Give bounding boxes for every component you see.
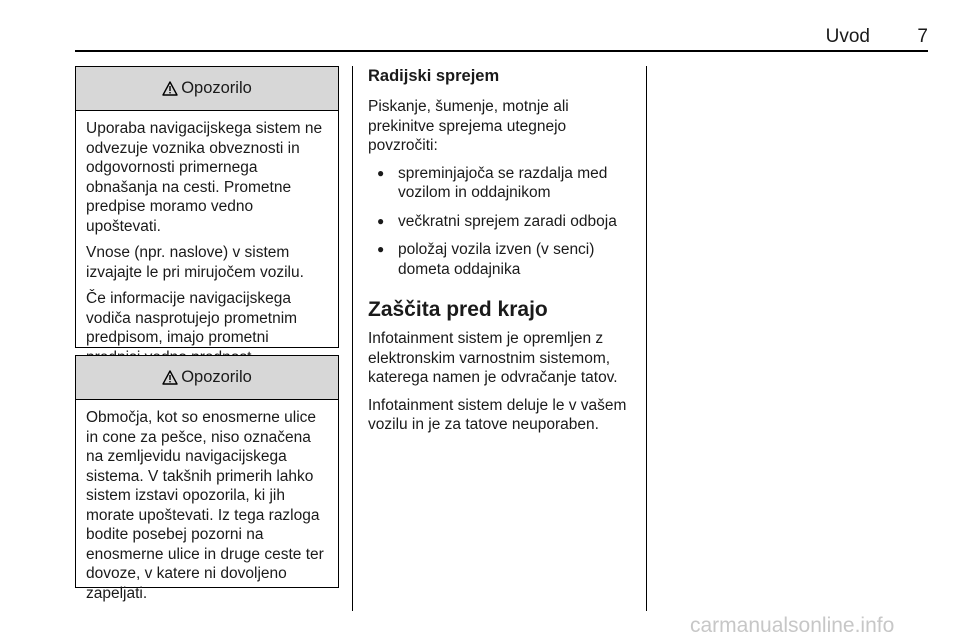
warning-header (76, 356, 338, 400)
warning-box-one-way-streets (75, 355, 339, 602)
theft-protection-paragraph: Infotainment sistem deluje le v vašem vozilu in je za tatove neuporaben. (368, 396, 627, 433)
warning-paragraph: Če informacije navigacijskega vodiča nasprotujejo prometnim predpisom, imajo prometni (86, 290, 298, 346)
list-item: ● položaj vozila izven (v senci) dometa oddajnika (368, 240, 640, 279)
warning-header (76, 67, 338, 111)
header-rule (75, 50, 928, 52)
list-item: ● večkratni sprejem zaradi odboja (368, 212, 640, 232)
warning-heading: Opozorilo (181, 79, 252, 97)
warning-box-navigation (75, 66, 339, 348)
column-divider-right (646, 66, 647, 611)
warning-body (76, 111, 338, 378)
radio-reception-intro: Piskanje, šumenje, motnje ali prekinitve sprejema utegnejo povzročiti: (368, 98, 569, 154)
interference-causes-list (368, 164, 640, 280)
middle-column (368, 66, 640, 443)
warning-paragraph: Vnose (npr. naslove) v sistem izvajajte le pri mirujočem vozilu. (86, 244, 304, 281)
warning-paragraph: Uporaba navigacijskega sistem ne odvezuje voznika obveznosti in odgovornosti primernega obnašanja na cesti. Prometne predpise moramo vedno upoštevati. (86, 120, 323, 235)
warning-triangle-icon (162, 370, 178, 385)
list-item: ● spreminjajoča se razdalja med vozilom in oddajnikom (368, 164, 640, 203)
warning-body (76, 400, 338, 614)
page-section-title: Uvod (825, 26, 870, 47)
warning-heading: Opozorilo (181, 368, 252, 386)
column-divider-left (352, 66, 353, 611)
warning-triangle-icon (162, 81, 178, 96)
theft-protection-paragraph: Infotainment sistem je opremljen z elektronskim varnostnim sistemom, katerega namen je odvračanje tatov. (368, 330, 618, 386)
warning-paragraph: Območja, kot so enosmerne ulice in cone za pešce, niso označena na zemljevidu navigacijskega sistema. V takšnih primerih lahko sistem izstavi opozorila, ki jih morate upoštevati. Iz tega razloga bodite posebej pozorni na enosmerne ulice in druge ceste ter dovoze, v katere ni dovoljeno zapeljati. (86, 409, 324, 602)
theft-protection-heading: Zaščita pred krajo (368, 298, 548, 321)
page-number: 7 (917, 26, 928, 47)
radio-reception-heading: Radijski sprejem (368, 67, 500, 85)
watermark: carmanualsonline.info (690, 614, 895, 637)
